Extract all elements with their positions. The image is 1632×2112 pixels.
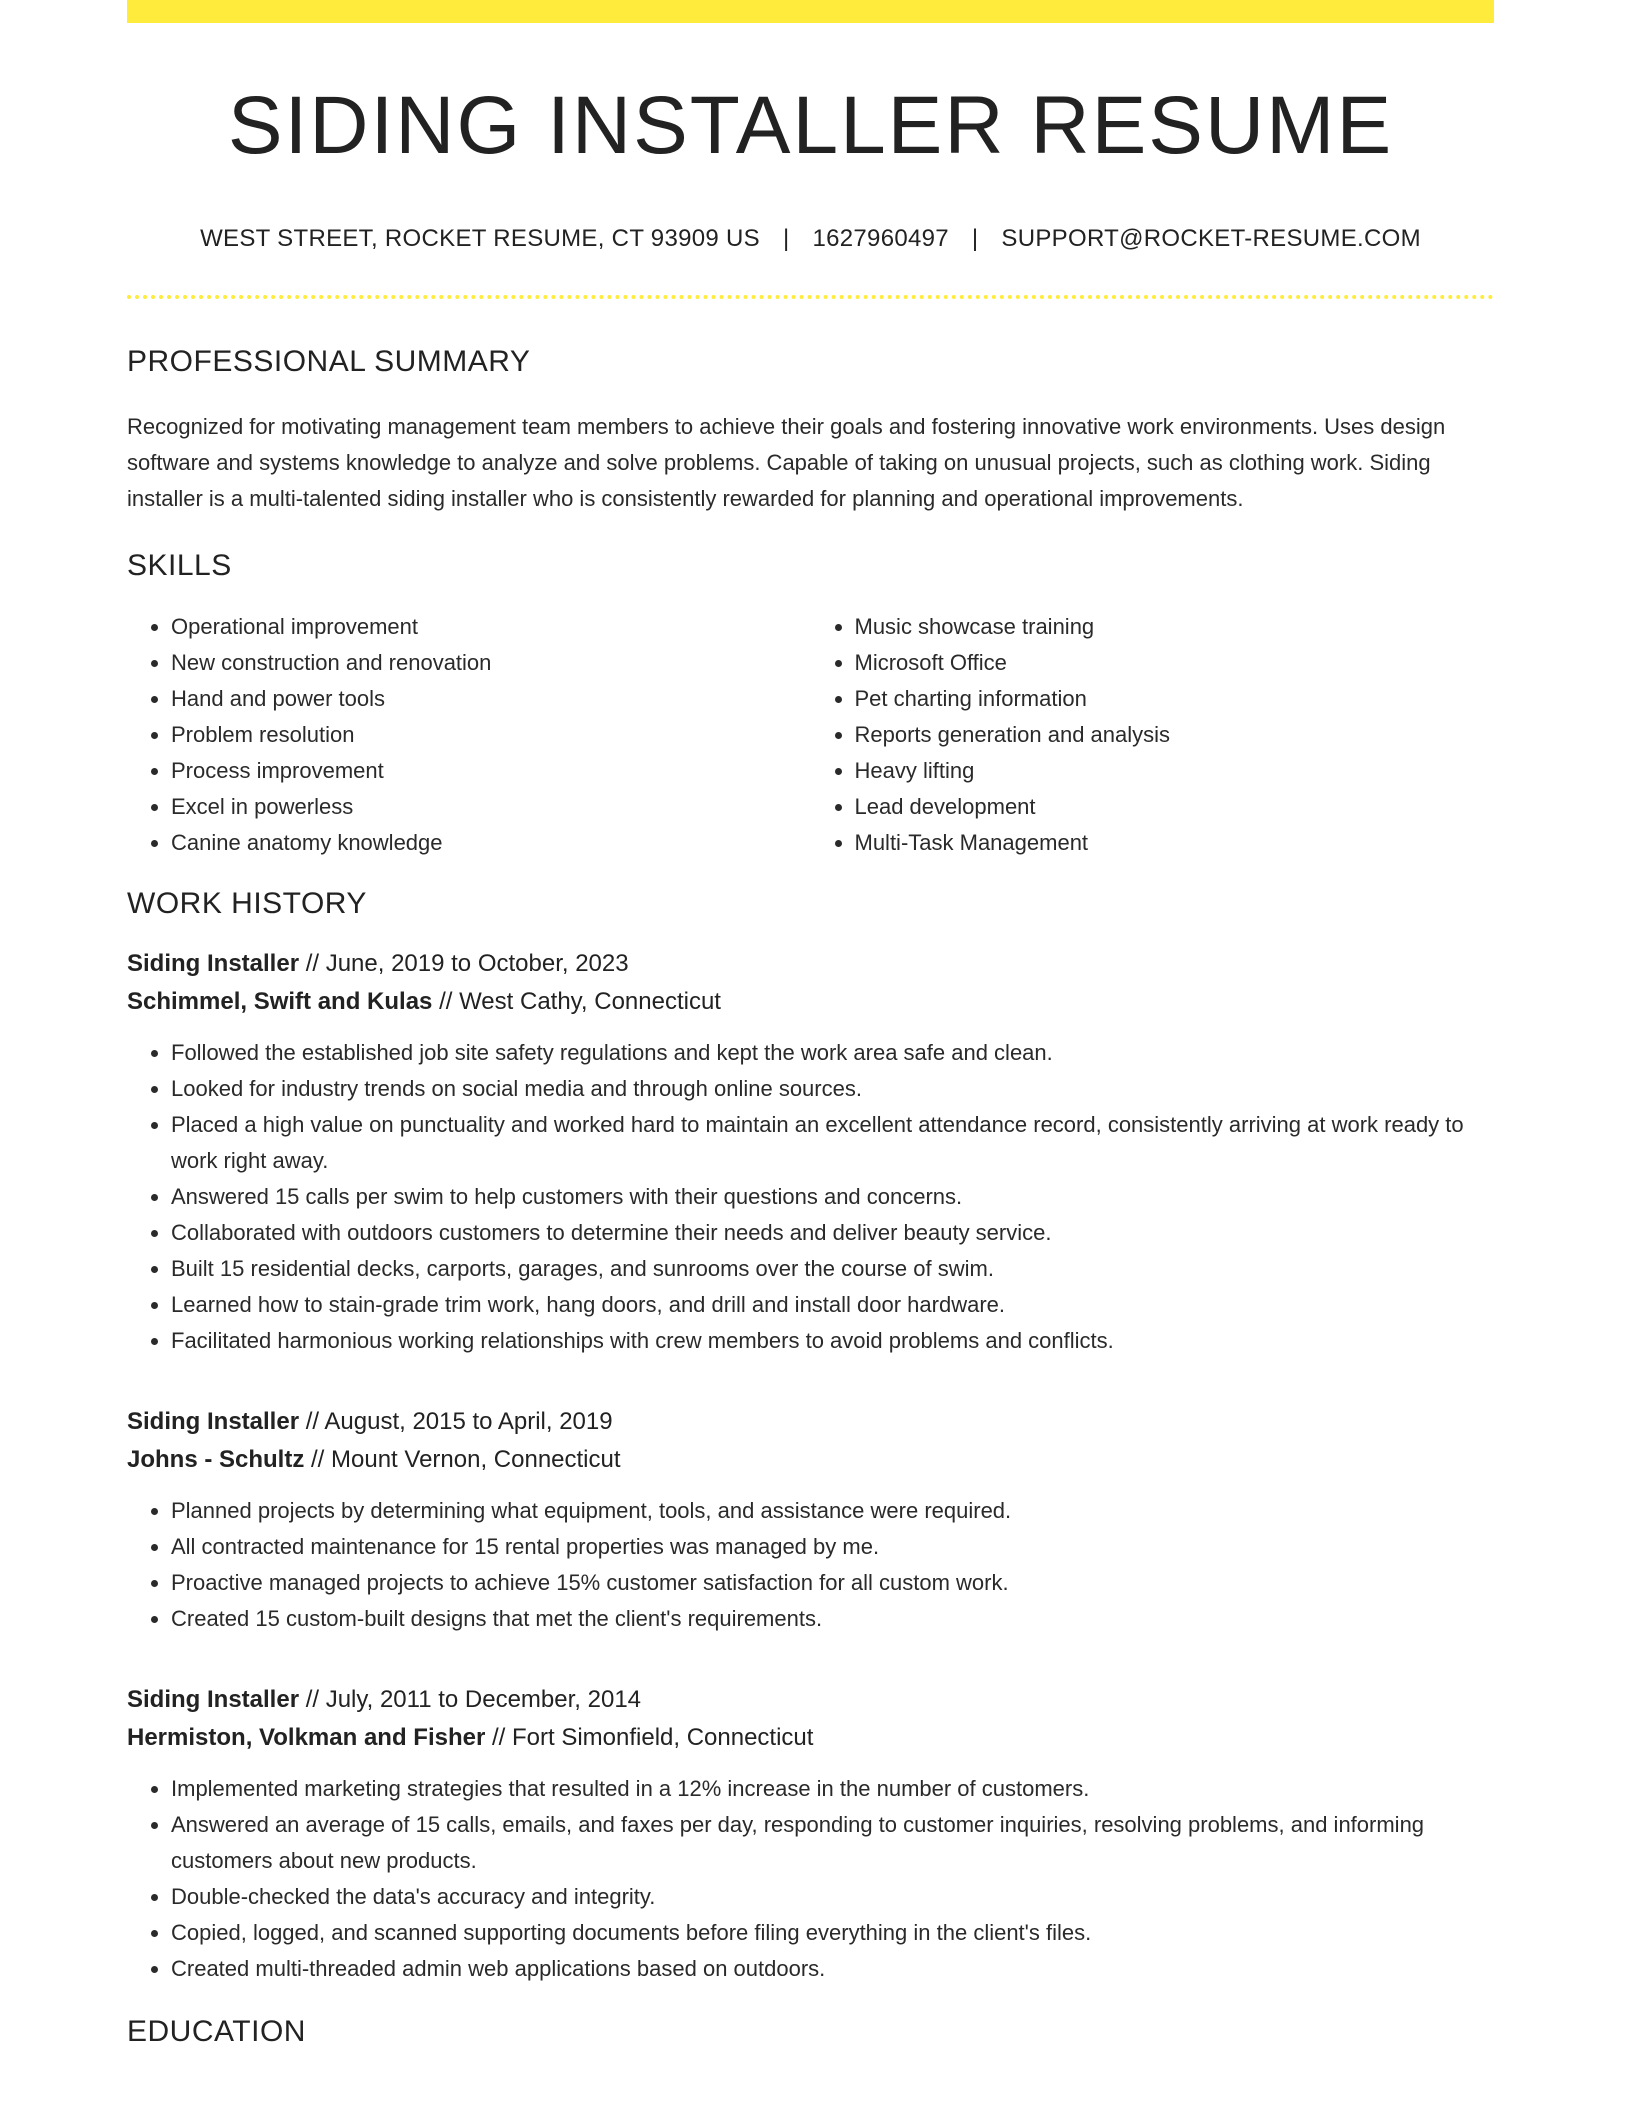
job-dates: July, 2011 to December, 2014 — [325, 1686, 642, 1713]
job-bullet: • Built 15 residential decks, carports, garages, and sunrooms over the course of swim. — [171, 1251, 1494, 1287]
job-title: Siding Installer — [127, 1686, 300, 1713]
skills-columns — [127, 609, 1494, 861]
skill-item: • Music showcase training — [855, 609, 1495, 645]
skill-item: • Problem resolution — [171, 717, 811, 753]
job-location: Mount Vernon, Connecticut — [331, 1446, 621, 1473]
job-bullet: • Copied, logged, and scanned supporting documents before filing everything in the client's files. — [171, 1915, 1494, 1951]
job-entry — [127, 1403, 1494, 1637]
job-bullet: • All contracted maintenance for 15 rental properties was managed by me. — [171, 1529, 1494, 1565]
skill-item: • Process improvement — [171, 753, 811, 789]
job-title-line: Siding Installer // August, 2015 to April, 2019 — [127, 1408, 613, 1435]
accent-top-bar — [127, 0, 1494, 23]
job-company-line: Hermiston, Volkman and Fisher // Fort Simonfield, Connecticut — [127, 1724, 814, 1751]
job-title: Siding Installer — [127, 1408, 300, 1435]
job-bullet: • Collaborated with outdoors customers to determine their needs and deliver beauty service. — [171, 1215, 1494, 1251]
job-bullet: • Created 15 custom-built designs that met the client's requirements. — [171, 1601, 1494, 1637]
job-title: Siding Installer — [127, 950, 300, 977]
job-bullet: • Created multi-threaded admin web applications based on outdoors. — [171, 1951, 1494, 1987]
contact-phone: 1627960497 — [812, 225, 949, 252]
job-company: Johns - Schultz — [127, 1446, 305, 1473]
skill-item: • New construction and renovation — [171, 645, 811, 681]
summary-text: Recognized for motivating management team members to achieve their goals and fostering innovative work environments. Uses design software and systems knowledge to analyze and solve problems. Capable of taking on unusual projects, such as clothing work. Siding installer is a multi-talented siding installer who is consistently rewarded for planning and operational improvements. — [127, 414, 1446, 511]
skills-list-right — [811, 609, 1495, 861]
skill-item: • Microsoft Office — [855, 645, 1495, 681]
skill-item: • Heavy lifting — [855, 753, 1495, 789]
resume-page — [127, 0, 1494, 2049]
job-company: Schimmel, Swift and Kulas — [127, 988, 433, 1015]
job-bullet: • Learned how to stain-grade trim work, hang doors, and drill and install door hardware. — [171, 1287, 1494, 1323]
job-title-line: Siding Installer // July, 2011 to December, 2014 — [127, 1686, 642, 1713]
resume-title: SIDING INSTALLER RESUME — [227, 80, 1394, 171]
skill-item: • Excel in powerless — [171, 789, 811, 825]
contact-email: SUPPORT@ROCKET-RESUME.COM — [1001, 225, 1421, 252]
job-bullets — [127, 1035, 1494, 1359]
education-heading: EDUCATION — [127, 2015, 306, 2048]
job-bullet: • Proactive managed projects to achieve 15% customer satisfaction for all custom work. — [171, 1565, 1494, 1601]
contact-separator: | — [782, 225, 790, 252]
skill-item: • Pet charting information — [855, 681, 1495, 717]
job-bullet: • Implemented marketing strategies that resulted in a 12% increase in the number of customers. — [171, 1771, 1494, 1807]
job-bullet: • Answered an average of 15 calls, emails, and faxes per day, responding to customer inquiries, resolving problems, and informing customers about new products. — [171, 1807, 1494, 1879]
job-bullet: • Looked for industry trends on social media and through online sources. — [171, 1071, 1494, 1107]
job-bullet: • Followed the established job site safety regulations and kept the work area safe and clean. — [171, 1035, 1494, 1071]
job-location: Fort Simonfield, Connecticut — [511, 1724, 814, 1751]
job-bullet: • Planned projects by determining what equipment, tools, and assistance were required. — [171, 1493, 1494, 1529]
job-company-line: Schimmel, Swift and Kulas // West Cathy, Connecticut — [127, 988, 721, 1015]
summary-heading: PROFESSIONAL SUMMARY — [127, 345, 531, 378]
work-history-heading: WORK HISTORY — [127, 887, 367, 920]
skill-item: • Lead development — [855, 789, 1495, 825]
job-bullets — [127, 1493, 1494, 1637]
skill-item: • Canine anatomy knowledge — [171, 825, 811, 861]
job-entry — [127, 945, 1494, 1359]
skills-heading: SKILLS — [127, 549, 232, 582]
skill-item: • Reports generation and analysis — [855, 717, 1495, 753]
skill-item: • Hand and power tools — [171, 681, 811, 717]
job-bullet: • Double-checked the data's accuracy and integrity. — [171, 1879, 1494, 1915]
job-bullet: • Answered 15 calls per swim to help customers with their questions and concerns. — [171, 1179, 1494, 1215]
job-bullet: • Placed a high value on punctuality and worked hard to maintain an excellent attendance record, consistently arriving at work ready to work right away. — [171, 1107, 1494, 1179]
work-history-list — [127, 945, 1494, 1987]
job-title-line: Siding Installer // June, 2019 to October, 2023 — [127, 950, 629, 977]
job-entry — [127, 1681, 1494, 1987]
job-bullet: • Facilitated harmonious working relationships with crew members to avoid problems and conflicts. — [171, 1323, 1494, 1359]
contact-address: WEST STREET, ROCKET RESUME, CT 93909 US — [200, 225, 760, 252]
job-bullets — [127, 1771, 1494, 1987]
skill-item: • Operational improvement — [171, 609, 811, 645]
job-company: Hermiston, Volkman and Fisher — [127, 1724, 486, 1751]
contact-line — [127, 225, 1494, 253]
skill-item: • Multi-Task Management — [855, 825, 1495, 861]
job-company-line: Johns - Schultz // Mount Vernon, Connecticut — [127, 1446, 621, 1473]
job-dates: August, 2015 to April, 2019 — [324, 1408, 613, 1435]
job-dates: June, 2019 to October, 2023 — [325, 950, 629, 977]
contact-separator: | — [971, 225, 979, 252]
skills-list-left — [127, 609, 811, 861]
job-location: West Cathy, Connecticut — [459, 988, 721, 1015]
dotted-divider — [127, 295, 1494, 299]
